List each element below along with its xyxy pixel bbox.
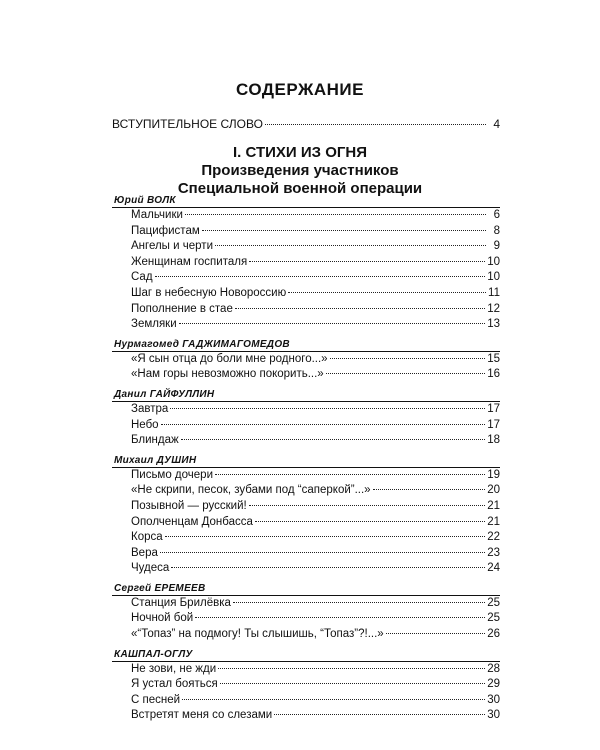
entry-page-number: 24: [487, 562, 500, 575]
intro-page-number: 4: [493, 117, 500, 131]
toc-entry[interactable]: [112, 662, 500, 678]
entry-page-number: 20: [487, 484, 500, 497]
entry-title: Небо: [131, 418, 159, 431]
dot-leader: [218, 668, 485, 669]
toc-entry[interactable]: [112, 208, 500, 224]
dot-leader: [220, 683, 485, 684]
entry-page-number: 29: [487, 678, 500, 691]
entry-title: Чудеса: [131, 562, 170, 575]
author-heading: Юрий ВОЛК: [112, 194, 500, 208]
entry-title: Письмо дочери: [131, 468, 213, 481]
dot-leader: [160, 552, 485, 553]
entry-title: Завтра: [131, 402, 169, 415]
entry-title: Шаг в небесную Новороссию: [131, 286, 287, 299]
dot-leader: [386, 633, 486, 634]
entry-title: Позывной — русский!: [131, 499, 247, 512]
toc-entry[interactable]: [112, 302, 500, 318]
entry-title: «Не скрипи, песок, зубами под “саперкой”...»: [131, 484, 371, 497]
dot-leader: [181, 439, 486, 440]
entry-title: Пополнение в стае: [131, 302, 233, 315]
entry-title: Ночной бой: [131, 612, 194, 625]
toc-entry[interactable]: [112, 499, 500, 515]
dot-leader: [165, 536, 486, 537]
entry-page-number: 17: [487, 402, 500, 415]
entry-title: Мальчики: [131, 209, 183, 221]
toc-entry[interactable]: [112, 255, 500, 271]
toc-entry[interactable]: [112, 418, 500, 434]
dot-leader: [171, 567, 485, 568]
entry-title: Земляки: [131, 318, 177, 331]
entry-page-number: 13: [487, 318, 500, 331]
entry-title: Корса: [131, 531, 163, 544]
toc-entry[interactable]: [112, 239, 500, 255]
entry-page-number: 6: [493, 209, 500, 221]
dot-leader: [326, 373, 485, 374]
toc-entry[interactable]: [112, 468, 500, 484]
toc-entry[interactable]: [112, 561, 500, 577]
entry-page-number: 28: [487, 662, 500, 675]
entry-title: Ангелы и черти: [131, 240, 213, 253]
entry-page-number: 11: [488, 286, 500, 299]
dot-leader: [235, 308, 485, 309]
toc-entry[interactable]: [112, 224, 500, 240]
dot-leader: [249, 505, 486, 506]
entry-page-number: 15: [487, 352, 500, 365]
toc-entry[interactable]: [112, 352, 500, 368]
dot-leader: [195, 617, 485, 618]
section-subtitle-line2: Специальной военной операции: [177, 180, 423, 197]
entry-page-number: 25: [487, 596, 500, 609]
entry-title: Не зови, не жди: [131, 662, 217, 675]
author-heading: Нурмагомед ГАДЖИМАГОМЕДОВ: [112, 338, 500, 352]
dot-leader: [255, 521, 485, 522]
toc-entry[interactable]: [112, 596, 500, 612]
dot-leader: [215, 245, 486, 246]
dot-leader: [249, 261, 485, 262]
dot-leader: [233, 602, 485, 603]
entry-title: Станция Брилёвка: [131, 596, 231, 609]
entry-title: Ополченцам Донбасса: [131, 515, 253, 528]
dot-leader: [161, 424, 486, 425]
entry-page-number: 22: [487, 531, 500, 544]
section-subtitle-line1: Произведения участников: [201, 162, 399, 179]
toc-entry[interactable]: [112, 546, 500, 562]
entry-page-number: 30: [487, 709, 500, 722]
entry-page-number: 23: [487, 546, 500, 559]
entry-title: Пацифистам: [131, 224, 200, 237]
dot-leader: [288, 292, 486, 293]
entry-title: «“Топаз” на подмогу! Ты слышишь, “Топаз”?!...»: [131, 628, 384, 641]
entry-title: Я устал бояться: [131, 678, 218, 691]
entry-page-number: 10: [487, 271, 500, 284]
entry-title: Вера: [131, 546, 158, 559]
entry-title: Блиндаж: [131, 434, 179, 447]
entry-page-number: 17: [487, 418, 500, 431]
toc-entry[interactable]: [112, 433, 500, 449]
toc-entry[interactable]: [112, 317, 500, 333]
dot-leader: [155, 276, 486, 277]
dot-leader: [330, 358, 486, 359]
entry-page-number: 19: [487, 468, 500, 481]
entry-title: «Нам горы невозможно покорить...»: [131, 368, 324, 381]
toc-entry[interactable]: [112, 708, 500, 724]
dot-leader: [185, 214, 486, 215]
author-heading: Михаил ДУШИН: [112, 454, 500, 468]
dot-leader: [202, 230, 486, 231]
entry-page-number: 30: [487, 693, 500, 706]
toc-entry[interactable]: [112, 627, 500, 643]
dot-leader: [373, 489, 486, 490]
dot-leader: [265, 124, 486, 125]
toc-entry[interactable]: [112, 515, 500, 531]
section-heading: [0, 144, 600, 198]
toc-entry[interactable]: [112, 367, 500, 383]
dot-leader: [170, 408, 485, 409]
entry-title: Сад: [131, 271, 153, 284]
entry-page-number: 26: [487, 628, 500, 641]
dot-leader: [182, 699, 485, 700]
entry-page-number: 21: [487, 515, 500, 528]
toc-entry[interactable]: [112, 270, 500, 286]
intro-entry[interactable]: [112, 117, 500, 131]
section-title: I. СТИХИ ИЗ ОГНЯ: [233, 144, 367, 161]
entry-page-number: 18: [487, 434, 500, 447]
entry-page-number: 21: [487, 499, 500, 512]
entry-title: Встретят меня со слезами: [131, 709, 273, 722]
entry-page-number: 12: [487, 302, 500, 315]
entry-page-number: 16: [487, 368, 500, 381]
toc-entry[interactable]: [112, 677, 500, 693]
entry-title: «Я сын отца до боли мне родного...»: [131, 352, 328, 365]
intro-label: ВСТУПИТЕЛЬНОЕ СЛОВО: [112, 117, 263, 131]
entry-title: С песней: [131, 693, 181, 706]
toc-list: [112, 194, 500, 724]
entry-page-number: 10: [487, 255, 500, 268]
toc-entry[interactable]: [112, 483, 500, 499]
entry-page-number: 25: [487, 612, 500, 625]
author-heading: Сергей ЕРЕМЕЕВ: [112, 582, 500, 596]
toc-entry[interactable]: [112, 286, 500, 302]
entry-title: Женщинам госпиталя: [131, 255, 248, 268]
toc-entry[interactable]: [112, 693, 500, 709]
dot-leader: [179, 323, 486, 324]
page-title: СОДЕРЖАНИЕ: [236, 80, 364, 99]
entry-page-number: 9: [493, 240, 500, 253]
toc-entry[interactable]: [112, 611, 500, 627]
dot-leader: [215, 474, 485, 475]
toc-entry[interactable]: [112, 530, 500, 546]
author-heading: Данил ГАЙФУЛЛИН: [112, 388, 500, 402]
toc-entry[interactable]: [112, 402, 500, 418]
dot-leader: [274, 714, 485, 715]
author-heading: КАШПАЛ-ОГЛУ: [112, 648, 500, 662]
entry-page-number: 8: [493, 224, 500, 237]
